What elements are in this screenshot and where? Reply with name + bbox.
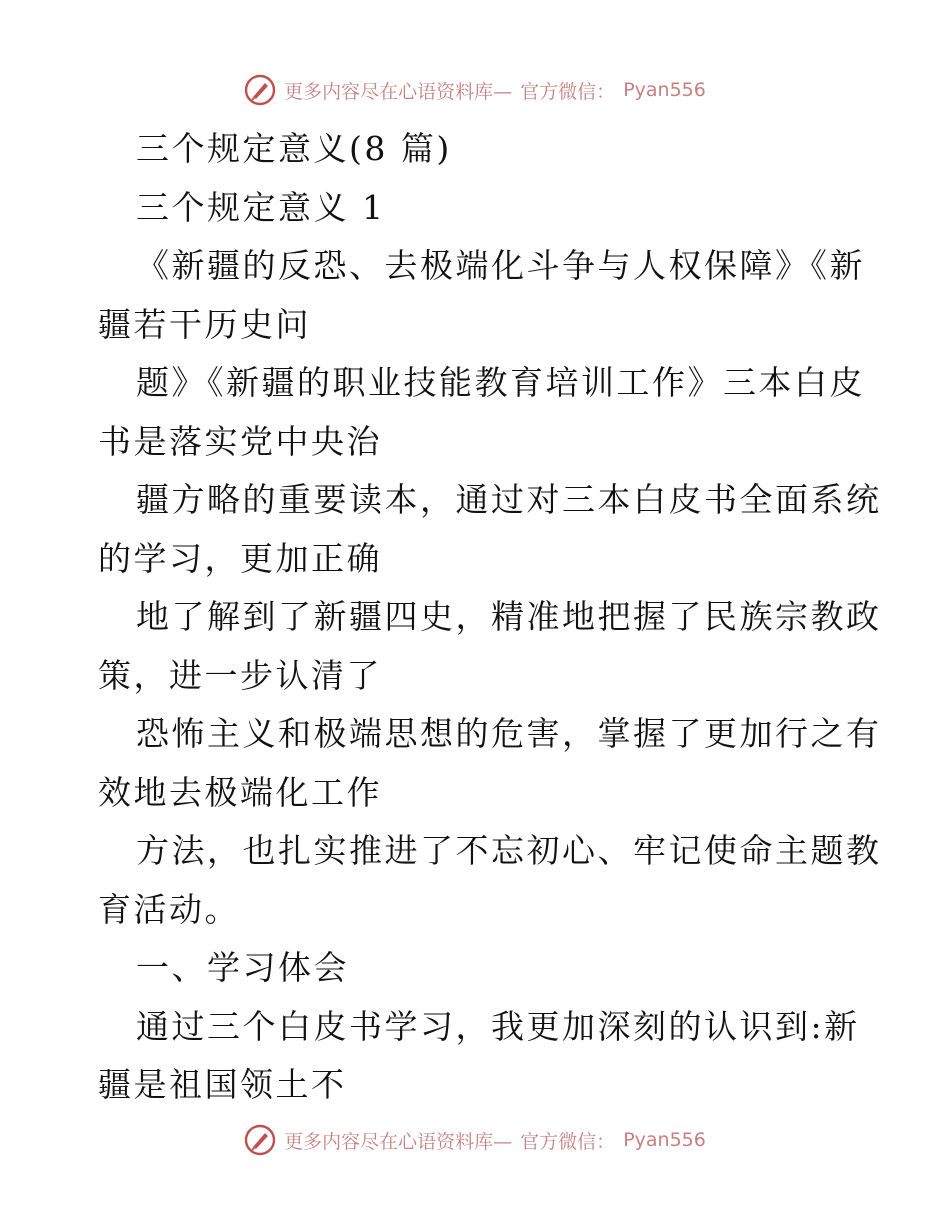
paragraph-line: 效地去极端化工作 [98, 772, 382, 812]
header-wechat-id: Pyan556 [623, 79, 706, 101]
pen-logo-icon [244, 74, 276, 106]
header-promo-text: 更多内容尽在心语资料库— [284, 80, 513, 103]
paragraph-line: 的学习，更加正确 [98, 538, 382, 578]
footer-promo-text: 更多内容尽在心语资料库— [284, 1130, 513, 1153]
paragraph-line: 方法，也扎实推进了不忘初心、牢记使命主题教 [136, 831, 882, 870]
paragraph-line: 通过三个白皮书学习，我更加深刻的认识到:新 [136, 1006, 860, 1046]
document-body [98, 120, 882, 1115]
footer-watermark [0, 1120, 950, 1160]
paragraph-line: 疆是祖国领土不 [98, 1065, 347, 1104]
paragraph-line: 育活动。 [98, 889, 240, 929]
paragraph-line: 疆方略的重要读本，通过对三本白皮书全面系统 [136, 480, 882, 519]
pen-logo-icon [244, 1124, 276, 1156]
paragraph-line: 恐怖主义和极端思想的危害，掌握了更加行之有 [136, 714, 882, 753]
paragraph-line: 疆若干历史问 [98, 304, 311, 344]
paragraph-line: 书是落实党中央治 [98, 421, 382, 461]
paragraph-line: 地了解到了新疆四史，精准地把握了民族宗教政 [136, 597, 882, 636]
header-wechat-label: 官方微信： [520, 80, 616, 103]
header-watermark [0, 70, 950, 110]
document-title: 三个规定意义(8 篇) [136, 129, 452, 168]
section-heading: 一、学习体会 [136, 948, 349, 987]
paragraph-line: 题》《新疆的职业技能教育培训工作》三本白皮 [136, 363, 865, 402]
document-subtitle: 三个规定意义 1 [136, 187, 386, 227]
footer-wechat-id: Pyan556 [623, 1129, 706, 1151]
paragraph-line: 《新疆的反恐、去极端化斗争与人权保障》《新 [136, 246, 865, 285]
paragraph-line: 策，进一步认清了 [98, 655, 382, 695]
footer-wechat-label: 官方微信： [520, 1130, 616, 1153]
